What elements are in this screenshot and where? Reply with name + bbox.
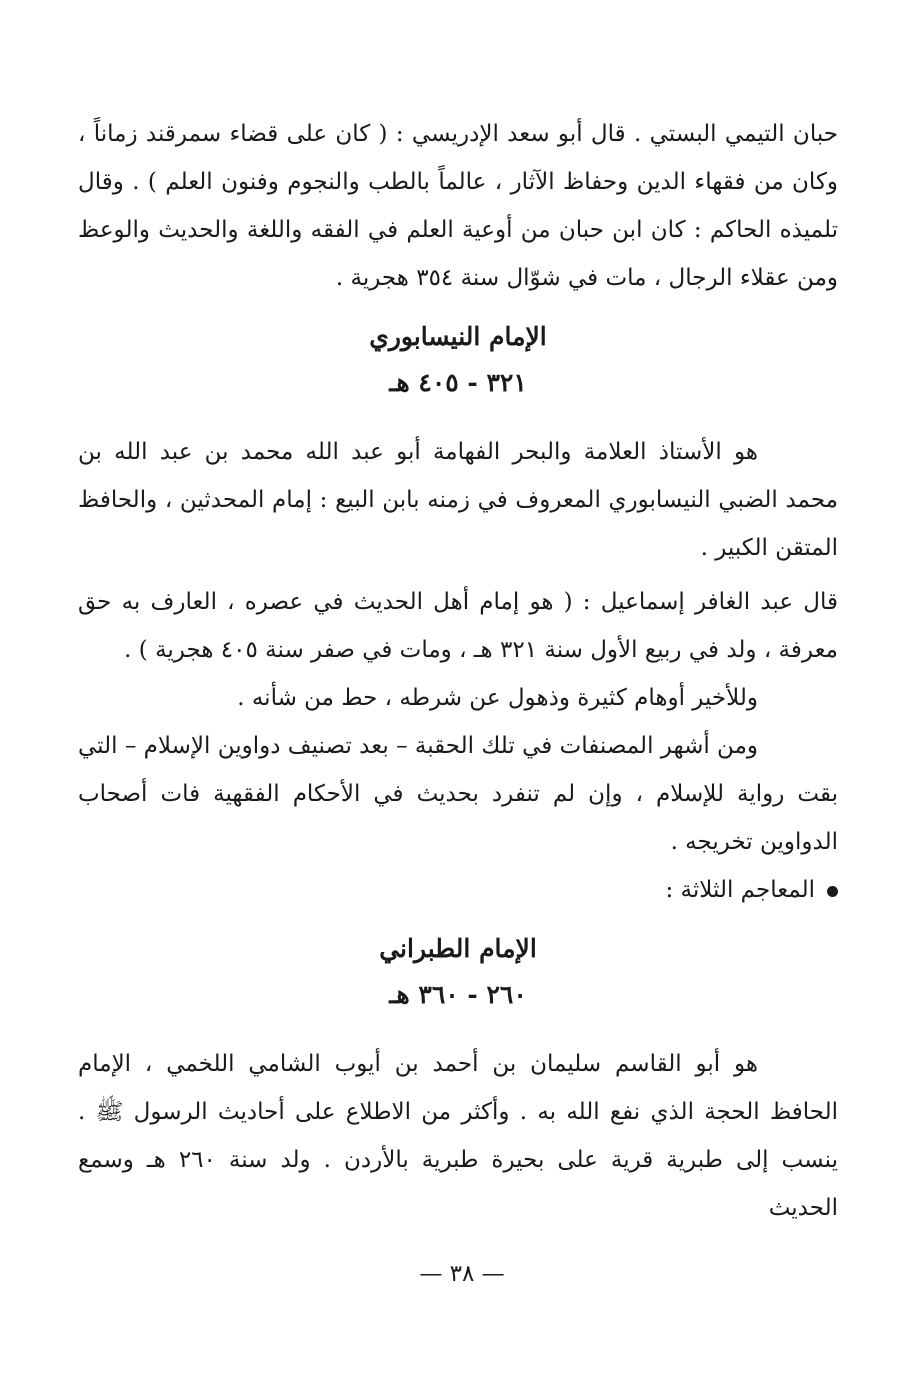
section-title-tabarani: الإمام الطبراني	[379, 934, 537, 963]
bullet-icon	[827, 886, 838, 897]
section-dates-tabarani: ٢٦٠ - ٣٦٠ هـ	[389, 980, 527, 1009]
page-number: — ٣٨ —	[419, 1261, 505, 1287]
works-paragraph: ومن أشهر المصنفات في تلك الحقبة – بعد تصنيف دواوين الإسلام – التي بقت رواية للإسلام ، وإن لم تنفرد بحديث في الأحكام الفقهية فات أصحاب الدواوين تخريجه .	[78, 733, 838, 855]
tabarani-bio-paragraph: هو أبو القاسم سليمان بن أحمد بن أيوب الشامي اللخمي ، الإمام الحافظ الحجة الذي نفع الله به . وأكثر من الاطلاع على أحاديث الرسول ﷺ . ينسب إلى طبرية قرية على بحيرة طبرية بالأردن . ولد سنة ٢٦٠ هـ وسمع الحديث	[78, 1051, 839, 1221]
nisaburi-quote-paragraph: قال عبد الغافر إسماعيل : ( هو إمام أهل الحديث في عصره ، العارف به حق معرفة ، ولد في ربيع الأول سنة ٣٢١ هـ ، ومات في صفر سنة ٤٠٥ هجرية ) .	[78, 589, 838, 663]
bullet-text: المعاجم الثلاثة :	[665, 877, 815, 903]
section-title-nisaburi: الإمام النيسابوري	[369, 322, 547, 351]
nisaburi-note-paragraph: وللأخير أوهام كثيرة وذهول عن شرطه ، حط من شأنه .	[237, 685, 758, 711]
intro-paragraph: حبان التيمي البستي . قال أبو سعد الإدريسي : ( كان على قضاء سمرقند زماناً ، وكان من فقهاء الدين وحفاظ الآثار ، عالماً بالطب والنجوم وفنون العلم ) . وقال تلميذه الحاكم : كان ابن حبان من أوعية العلم في الفقه واللغة والحديث والوعظ ومن عقلاء الرجال ، مات في شوّال سنة ٣٥٤ هجرية .	[78, 121, 838, 291]
bullet-item	[78, 866, 838, 914]
page-body	[78, 110, 838, 1232]
nisaburi-bio-paragraph: هو الأستاذ العلامة والبحر الفهامة أبو عبد الله محمد بن عبد الله بن محمد الضبي النيسابوري المعروف في زمنه بابن البيع : إمام المحدثين ، والحافظ المتقن الكبير .	[78, 439, 838, 561]
section-dates-nisaburi: ٣٢١ - ٤٠٥ هـ	[389, 368, 527, 397]
